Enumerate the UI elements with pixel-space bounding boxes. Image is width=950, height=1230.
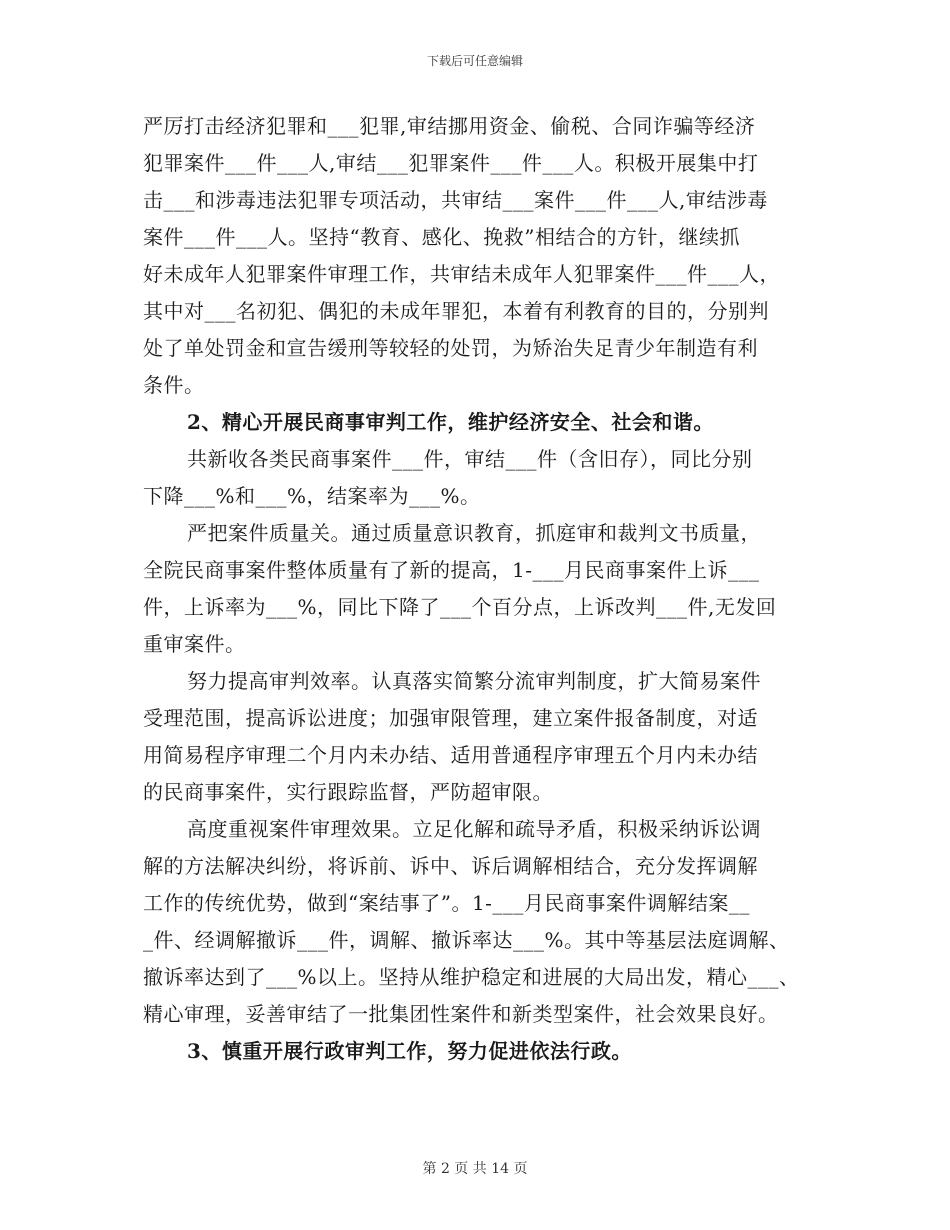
paragraph-line: 的民商事案件，实行跟踪监督，严防超审限。: [143, 780, 553, 804]
paragraph-line: 其中对___名初犯、偶犯的未成年罪犯，本着有利教育的目的，分别判: [143, 299, 769, 323]
paragraph-line: 受理范围，提高诉讼进度；加强审限管理，建立案件报备制度，对适: [143, 706, 758, 730]
paragraph-line: 严把案件质量关。通过质量意识教育，抓庭审和裁判文书质量，: [187, 521, 761, 545]
paragraph-line: 条件。: [143, 373, 205, 397]
paragraph-line: 犯罪案件___件___人,审结___犯罪案件___件___人。积极开展集中打: [143, 151, 759, 175]
page-header: 下载后可任意编辑: [426, 54, 523, 68]
section-heading: 2、精心开展民商事审判工作，维护经济安全、社会和谐。: [187, 410, 714, 434]
paragraph-line: 件，上诉率为___%，同比下降了___个百分点，上诉改判___件,无发回: [143, 595, 777, 619]
paragraph-line: 解的方法解决纠纷，将诉前、诉中、诉后调解相结合，充分发挥调解: [143, 854, 758, 878]
section-heading: 3、慎重开展行政审判工作，努力促进依法行政。: [187, 1039, 632, 1063]
paragraph-line: 案件___件___人。坚持“教育、感化、挽救”相结合的方针，继续抓: [143, 225, 740, 249]
paragraph-line: 高度重视案件审理效果。立足化解和疏导矛盾，积极采纳诉讼调: [187, 817, 761, 841]
paragraph-line: 下降___%和___%，结案率为___%。: [143, 484, 481, 508]
paragraph-line: 用简易程序审理二个月内未办结、适用普通程序审理五个月内未办结: [143, 743, 758, 767]
paragraph-line: 工作的传统优势，做到“案结事了”。1-___月民商事案件调解结案__: [143, 891, 750, 915]
paragraph-line: 努力提高审判效率。认真落实简繁分流审判制度，扩大简易案件: [187, 669, 761, 693]
paragraph-line: 全院民商事案件整体质量有了新的提高，1-___月民商事案件上诉___: [143, 558, 760, 582]
document-body: [143, 108, 823, 1070]
paragraph-line: 击___和涉毒违法犯罪专项活动，共审结___案件___件___人,审结涉毒: [143, 188, 768, 212]
paragraph-line: 共新收各类民商事案件___件，审结___件（含旧存），同比分别: [187, 447, 753, 471]
paragraph-line: 撤诉率达到了___%以上。坚持从维护稳定和进展的大局出发，精心___、: [143, 965, 800, 989]
paragraph-line: 精心审理，妥善审结了一批集团性案件和新类型案件，社会效果良好。: [143, 1002, 779, 1026]
paragraph-line: 重审案件。: [143, 632, 246, 656]
page-number: 第 2 页 共 14 页: [422, 1161, 528, 1177]
paragraph-line: 严厉打击经济犯罪和___犯罪,审结挪用资金、偷税、合同诈骗等经济: [143, 114, 756, 138]
paragraph-line: _件、经调解撤诉___件，调解、撤诉率达___%。其中等基层法庭调解、: [143, 928, 790, 952]
paragraph-line: 处了单处罚金和宣告缓刑等较轻的处罚，为矫治失足青少年制造有利: [143, 336, 758, 360]
paragraph-line: 好未成年人犯罪案件审理工作，共审结未成年人犯罪案件___件___人，: [143, 262, 780, 286]
